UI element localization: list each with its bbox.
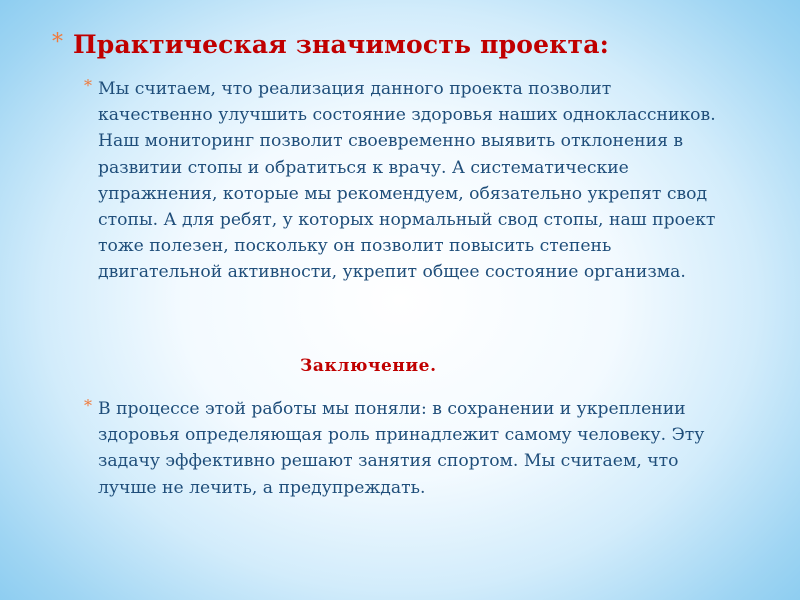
asterisk-bullet-icon: * — [84, 76, 92, 95]
title-bullet-icon: * — [52, 30, 63, 55]
asterisk-bullet-icon: * — [84, 396, 92, 415]
conclusion-heading: Заключение. — [300, 356, 437, 376]
paragraph-text: В процессе этой работы мы поняли: в сохранении и укреплении здоровья определяющая роль принадлежит самому человеку. Эту задачу эффективно решают занятия спортом. Мы считаем, что лучше не лечить, а предупреждать. — [98, 399, 705, 498]
slide-title: Практическая значимость проекта: — [73, 30, 610, 59]
paragraph-conclusion — [84, 396, 724, 501]
title-row — [52, 30, 609, 60]
paragraph-text: Мы считаем, что реализация данного проекта позволит качественно улучшить состояние здоровья наших одноклассников. Наш мониторинг позволит своевременно выявить отклонения в развитии стопы и обратиться к врачу. А систематические упражнения, которые мы рекомендуем, обязательно укрепят свод стопы. А для ребят, у которых нормальный свод стопы, наш проект тоже полезен, поскольку он позволит повысить степень двигательной активности, укрепит общее состояние организма. — [98, 79, 716, 283]
paragraph-significance — [84, 76, 724, 286]
